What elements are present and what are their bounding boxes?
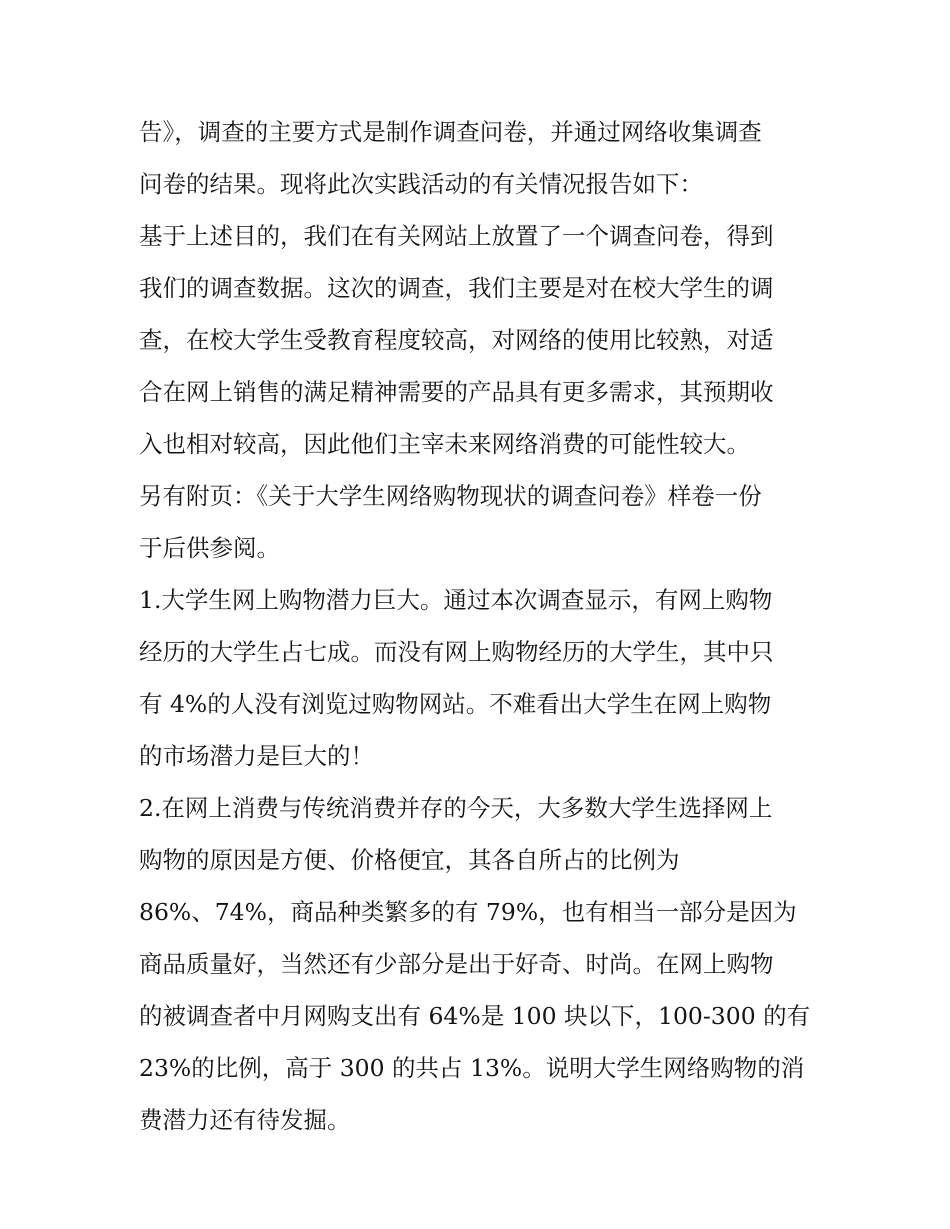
text-line: 1.大学生网上购物潜力巨大。通过本次调查显示，有网上购物 (139, 586, 773, 614)
text-line: 23%的比例，高于 300 的共占 13%。说明大学生网络购物的消 (139, 1054, 805, 1082)
text-line: 合在网上销售的满足精神需要的产品具有更多需求，其预期收 (139, 378, 774, 406)
text-line: 查，在校大学生受教育程度较高，对网络的使用比较熟，对适 (139, 326, 774, 354)
text-line: 我们的调查数据。这次的调查，我们主要是对在校大学生的调 (139, 274, 774, 302)
text-line: 经历的大学生占七成。而没有网上购物经历的大学生，其中只 (139, 638, 774, 666)
text-line: 86%、74%，商品种类繁多的有 79%，也有相当一部分是因为 (139, 898, 797, 926)
text-line: 基于上述目的，我们在有关网站上放置了一个调查问卷，得到 (139, 222, 774, 250)
text-line: 另有附页：《关于大学生网络购物现状的调查问卷》样卷一份 (139, 482, 762, 510)
text-line: 于后供参阅。 (139, 534, 280, 562)
text-line: 购物的原因是方便、价格便宜，其各自所占的比例为 (139, 846, 680, 874)
text-line: 费潜力还有待发掘。 (139, 1106, 351, 1134)
text-line: 2.在网上消费与传统消费并存的今天，大多数大学生选择网上 (139, 794, 773, 822)
text-line: 的市场潜力是巨大的！ (139, 742, 374, 770)
report-body-text (139, 106, 815, 1146)
text-line: 有 4%的人没有浏览过购物网站。不难看出大学生在网上购物 (139, 690, 772, 718)
text-line: 告》，调查的主要方式是制作调查问卷，并通过网络收集调查 (139, 118, 762, 146)
text-line: 商品质量好，当然还有少部分是出于好奇、时尚。在网上购物 (139, 950, 774, 978)
text-line: 的被调查者中月网购支出有 64%是 100 块以下，100-300 的有 (139, 1002, 811, 1030)
text-line: 问卷的结果。现将此次实践活动的有关情况报告如下： (139, 170, 703, 198)
text-line: 入也相对较高，因此他们主宰未来网络消费的可能性较大。 (139, 430, 750, 458)
